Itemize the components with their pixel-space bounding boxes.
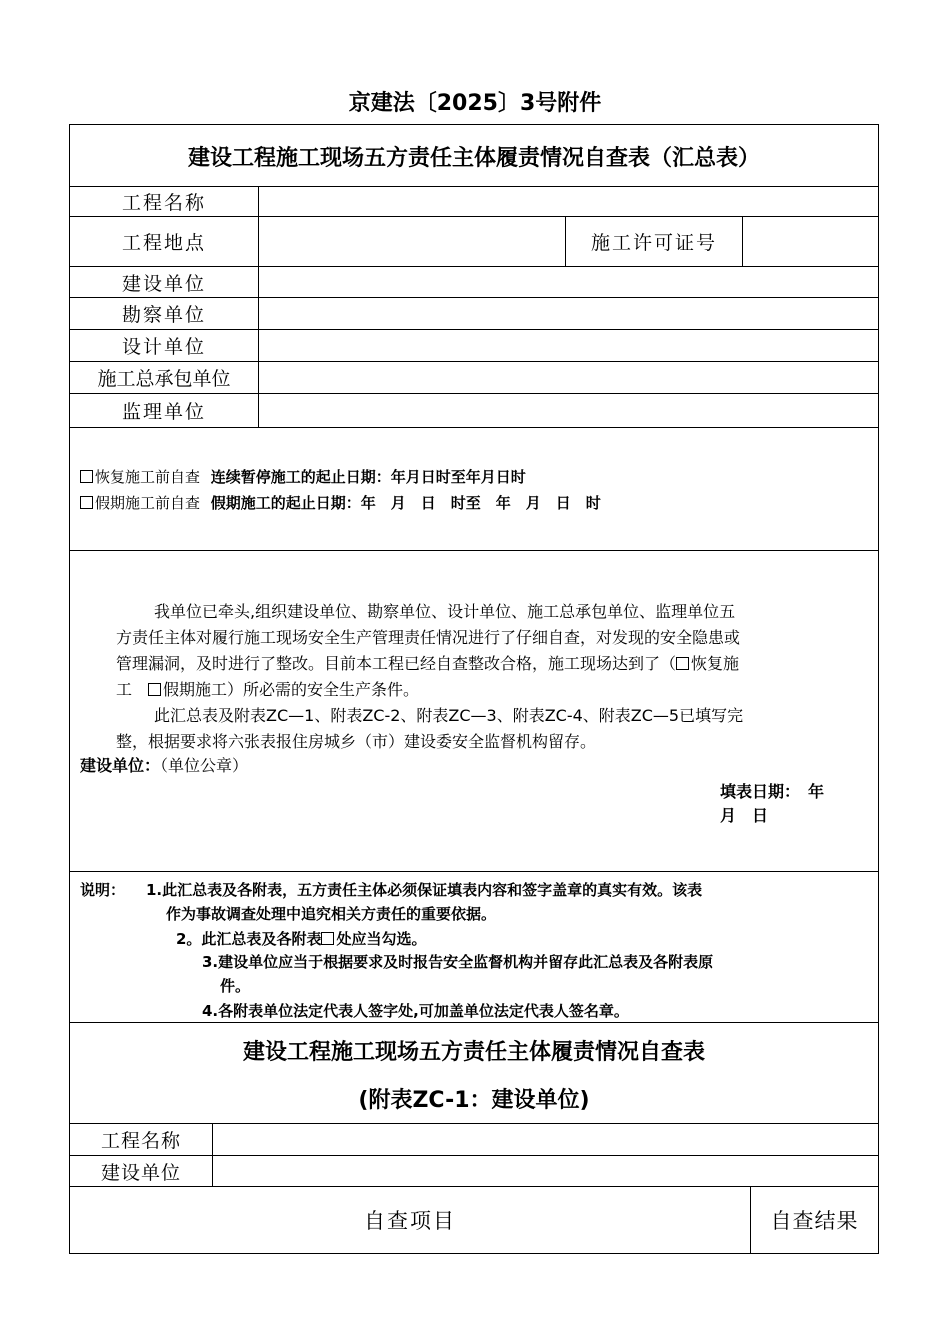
resume-check-option: 恢复施工前自查 连续暂停施工的起止日期：年月日时至年月日时	[80, 466, 526, 487]
construction-unit-field[interactable]	[259, 267, 878, 297]
survey-unit-label: 勘察单位	[121, 304, 206, 326]
check-result-header: 自查结果	[770, 1209, 859, 1233]
project-location-label: 工程地点	[121, 232, 206, 254]
construction-unit-signature: 建设单位：（单位公章）	[80, 756, 249, 775]
annex-construction-unit-field[interactable]	[213, 1156, 878, 1186]
holiday-checkbox[interactable]	[80, 496, 93, 509]
note-3-line1: 3.建设单位应当于根据要求及时报告安全监督机构并留存此汇总表及各附表原	[202, 953, 714, 971]
document-header: 京建法〔2025〕3号附件	[348, 91, 602, 116]
declaration: 我单位已牵头,组织建设单位、勘察单位、设计单位、施工总承包单位、监理单位五 方责任主体对履行施工现场安全生产管理责任情况进行了仔细自查，对发现的安全隐患或 管理漏洞，及时进行了整改。目前本工程已经自查整改合格，施工现场达到了（ 恢复施 工 假期施工）所必需的安全生产条件。 此汇总表及附表ZC—1、附表ZC-2、附表ZC—3、附表ZC-4、附表ZC—5已填写完 整，根据要求将六张表报住房城乡（市）建设委安全监督机构留存。	[116, 602, 744, 751]
survey-unit-field[interactable]	[259, 298, 878, 329]
annex-table	[69, 1022, 879, 1254]
check-items-header: 自查项目	[364, 1209, 456, 1233]
supervision-unit-field[interactable]	[259, 394, 878, 427]
general-contractor-field[interactable]	[259, 362, 878, 393]
project-name-label: 工程名称	[121, 192, 206, 214]
construction-unit-label: 建设单位	[121, 272, 206, 295]
fill-date-line1: 填表日期： 年	[720, 782, 825, 801]
note-4: 4.各附表单位法定代表人签字处,可加盖单位法定代表人签名章。	[202, 1002, 629, 1020]
annex-title: 建设工程施工现场五方责任主体履责情况自查表	[242, 1039, 705, 1065]
permit-no-label: 施工许可证号	[590, 232, 717, 254]
note-1-line1: 1.此汇总表及各附表，五方责任主体必须保证填表内容和签字盖章的真实有效。该表	[146, 881, 703, 899]
project-name-field[interactable]	[259, 187, 878, 216]
note-1-line2: 作为事故调查处理中追究相关方责任的重要依据。	[166, 905, 497, 923]
supervision-unit-label: 监理单位	[121, 401, 206, 423]
note-2: 2。此汇总表及各附表 处应当勾选。	[176, 930, 427, 948]
annex-project-name-field[interactable]	[213, 1124, 878, 1155]
notes-label: 说明：	[80, 881, 126, 899]
annex-construction-unit-label: 建设单位	[100, 1161, 181, 1184]
permit-no-field[interactable]	[743, 217, 878, 266]
design-unit-field[interactable]	[259, 330, 878, 361]
fill-date-line2: 月 日	[720, 806, 769, 825]
annex-project-name-label: 工程名称	[100, 1130, 181, 1152]
declaration-resume-checkbox[interactable]	[676, 657, 689, 670]
note-checkbox-icon	[321, 932, 334, 945]
holiday-check-option: 假期施工前自查 假期施工的起止日期：年 月 日 时至 年 月 日 时	[80, 492, 601, 513]
note-3-line2: 件。	[220, 977, 251, 995]
general-contractor-label: 施工总承包单位	[97, 368, 231, 390]
resume-checkbox[interactable]	[80, 470, 93, 483]
declaration-holiday-checkbox[interactable]	[148, 683, 161, 696]
project-location-field[interactable]	[259, 217, 565, 266]
summary-table	[69, 124, 879, 1023]
annex-subtitle: (附表ZC-1：建设单位)	[358, 1087, 590, 1113]
summary-title: 建设工程施工现场五方责任主体履责情况自查表（汇总表）	[187, 145, 760, 171]
design-unit-label: 设计单位	[121, 336, 206, 358]
